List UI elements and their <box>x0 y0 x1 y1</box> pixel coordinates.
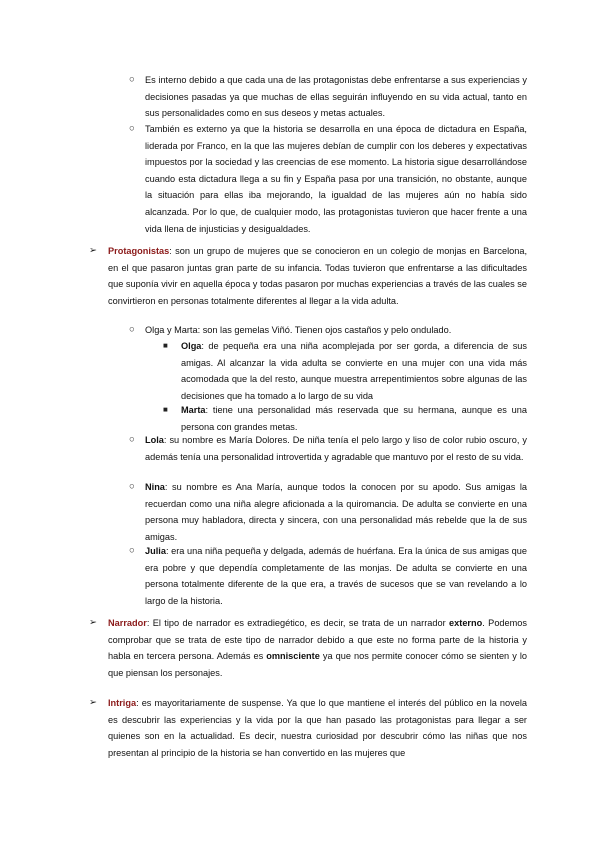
paragraph-julia <box>145 543 527 609</box>
paragraph-olga <box>181 338 527 404</box>
lola-text: : su nombre es María Dolores. De niña tenía el pelo largo y liso de color rubio oscuro, y además tenía una personalidad introvertida y agradable que mantuvo por el resto de su vida. <box>145 435 527 462</box>
circle-bullet-icon: ○ <box>129 434 135 445</box>
marta-text: : tiene una personalidad más reservada que su hermana, aunque es una persona con grandes metas. <box>181 405 527 432</box>
paragraph-marta <box>181 402 527 435</box>
circle-bullet-icon: ○ <box>129 481 135 492</box>
arrow-bullet-icon: ➢ <box>89 245 97 256</box>
circle-bullet-icon: ○ <box>129 324 135 335</box>
circle-bullet-icon: ○ <box>129 74 135 85</box>
square-bullet-icon: ■ <box>163 405 168 414</box>
olga-marta-text: Olga y Marta: son las gemelas Viñó. Tienen ojos castaños y pelo ondulado. <box>145 325 452 335</box>
arrow-bullet-icon: ➢ <box>89 617 97 628</box>
protagonistas-text: : son un grupo de mujeres que se conocieron en un colegio de monjas en Barcelona, en el que pasaron juntas gran parte de su infancia. Todas tuvieron que enfrentarse a las dificultades que suponía vivir en aquella época y todas pasaron por muchas experiencias a través de las cuales se convirtieron en personas totalmente diferentes al llegar a la vida adulta. <box>108 246 527 306</box>
narrador-label: Narrador <box>108 618 147 628</box>
protagonistas-label: Protagonistas <box>108 246 170 256</box>
intriga-text: : es mayoritariamente de suspense. Ya que lo que mantiene el interés del público en la novela es descubrir las experiencias y la vida por la que han pasado las protagonistas para llegar a ser quienes son en la actualidad. Es decir, nuestra curiosidad por descubrir cómo las niñas que nos presentan al principio de la historia se han convertido en las mujeres que <box>108 698 527 758</box>
narrador-text-b: . Podemos comprobar que se trata de este tipo de narrador debido a que este no forma parte de la historia y habla en tercera persona. Además es <box>108 618 528 662</box>
externo-text: También es externo ya que la historia se desarrolla en una época de dictadura en España, liderada por Franco, en la que las mujeres debían de cumplir con los deberes y expectativas impuestos por la sociedad y las creencias de ese momento. La historia sigue desarrollándose cuando esta dictadura llega a su fin y España pasa por una transición, no obstante, aunque la situación para ellas iba mejorando, la igualdad de las mujeres aún no había sido alcanzada. Por lo que, de cualquier modo, las protagonistas tuvieron que hacer frente a una vida llena de injusticias y desigualdades. <box>145 124 527 234</box>
lola-label: Lola <box>145 435 164 445</box>
narrador-bold-omnisciente: omnisciente <box>266 651 320 662</box>
paragraph-externo <box>145 121 527 237</box>
paragraph-narrador <box>108 615 527 681</box>
narrador-text-a: : El tipo de narrador es extradiegético, es decir, se trata de un narrador <box>146 618 450 628</box>
olga-label: Olga <box>181 341 202 351</box>
circle-bullet-icon: ○ <box>129 123 135 134</box>
arrow-bullet-icon: ➢ <box>89 697 97 708</box>
intriga-label: Intriga <box>108 698 137 708</box>
narrador-bold-externo: externo <box>449 618 483 628</box>
marta-label: Marta <box>181 405 206 415</box>
julia-label: Julia <box>145 546 166 556</box>
paragraph-olga-marta <box>145 322 527 339</box>
paragraph-intriga <box>108 695 527 761</box>
nina-text: : su nombre es Ana María, aunque todos la conocen por su apodo. Sus amigas la recuerdan como una niña alegre aficionada a la quiromancia. De adulta se convierte en una persona muy habladora, directa y sincera, con una personalidad más rebelde que la de sus amigas. <box>145 482 527 542</box>
narrador-text-c: ya que nos permite conocer cómo se sienten y lo que piensan los personajes. <box>108 651 528 678</box>
paragraph-lola <box>145 432 527 465</box>
nina-label: Nina <box>145 482 165 492</box>
olga-text: : de pequeña era una niña acomplejada por ser gorda, a diferencia de sus amigas. Al alcanzar la vida adulta se convierte en una mujer con una vida más acomodada que la del resto, aunque muestra arrepentimientos sobre algunas de las decisiones que ha tomado a lo largo de su vida <box>181 341 527 401</box>
paragraph-interno <box>145 72 527 122</box>
paragraph-nina <box>145 479 527 545</box>
paragraph-protagonistas <box>108 243 527 309</box>
circle-bullet-icon: ○ <box>129 545 135 556</box>
square-bullet-icon: ■ <box>163 341 168 350</box>
julia-text: : era una niña pequeña y delgada, además de huérfana. Era la única de sus amigas que era pobre y que dependía completamente de las monjas. De adulta se convierte en una persona totalmente diferente de la que era, a través de sucesos que se van revelando a lo largo de la historia. <box>145 546 527 606</box>
interno-text: Es interno debido a que cada una de las protagonistas debe enfrentarse a sus experiencias y decisiones pasadas ya que muchas de ellas seguirán influyendo en su vida actual, tanto en sus personalidades como en sus deseos y metas actuales. <box>145 75 527 119</box>
